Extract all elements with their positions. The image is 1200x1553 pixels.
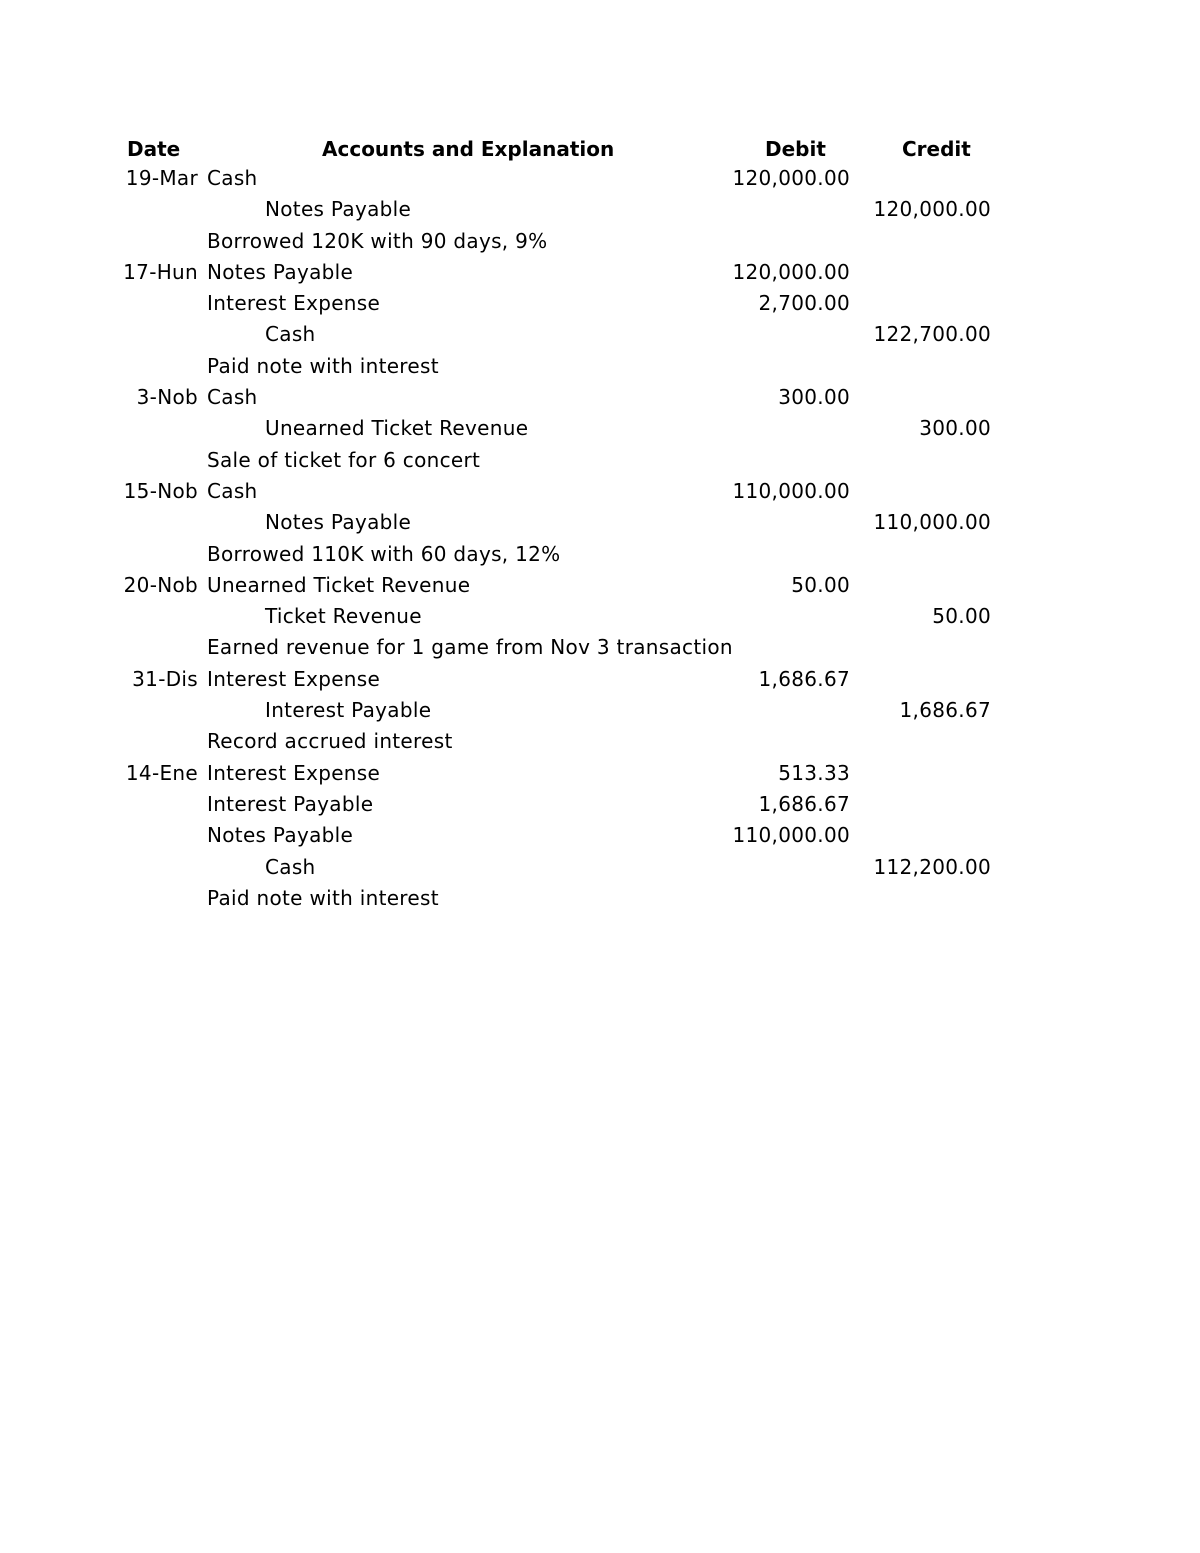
row-credit: 1,686.67 — [899, 698, 991, 723]
row-account: Borrowed 110K with 60 days, 12% — [207, 541, 561, 566]
row-debit: 1,686.67 — [758, 791, 850, 816]
row-account: Cash — [265, 322, 316, 347]
table-row — [120, 195, 1000, 226]
table-header — [120, 134, 1000, 164]
row-account: Interest Expense — [207, 291, 381, 316]
date-column-header: Date — [127, 137, 181, 161]
row-debit: 110,000.00 — [732, 823, 850, 848]
row-account: Sale of ticket for 6 concert — [207, 447, 481, 472]
row-credit: 300.00 — [919, 416, 991, 441]
table-row — [120, 352, 1000, 383]
table-row — [120, 602, 1000, 633]
table-row — [120, 477, 1000, 508]
row-account: Interest Payable — [265, 698, 432, 723]
table-row — [120, 853, 1000, 884]
table-row — [120, 633, 1000, 664]
row-account: Notes Payable — [265, 510, 412, 535]
table-row — [120, 790, 1000, 821]
row-account: Cash — [265, 854, 316, 879]
table-row — [120, 665, 1000, 696]
row-account: Cash — [207, 385, 258, 410]
row-credit: 120,000.00 — [873, 197, 991, 222]
row-debit: 50.00 — [791, 572, 850, 597]
row-account: Record accrued interest — [207, 729, 453, 754]
table-row — [120, 884, 1000, 915]
row-credit: 110,000.00 — [873, 510, 991, 535]
table-row — [120, 696, 1000, 727]
row-date: 17-Hun — [123, 259, 198, 284]
row-account: Interest Expense — [207, 666, 381, 691]
table-row — [120, 446, 1000, 477]
row-debit: 513.33 — [778, 760, 850, 785]
table-row — [120, 508, 1000, 539]
row-credit: 112,200.00 — [873, 854, 991, 879]
table-row — [120, 821, 1000, 852]
row-date: 20-Nob — [123, 572, 198, 597]
row-credit: 50.00 — [932, 604, 991, 629]
row-account: Interest Payable — [207, 791, 374, 816]
credit-column-header: Credit — [902, 137, 971, 161]
row-account: Notes Payable — [207, 823, 354, 848]
table-row — [120, 759, 1000, 790]
row-credit: 122,700.00 — [873, 322, 991, 347]
row-date: 31-Dis — [132, 666, 198, 691]
row-account: Unearned Ticket Revenue — [265, 416, 529, 441]
table-row — [120, 540, 1000, 571]
row-account: Unearned Ticket Revenue — [207, 572, 471, 597]
row-date: 14-Ene — [125, 760, 198, 785]
row-date: 15-Nob — [123, 478, 198, 503]
debit-column-header: Debit — [765, 137, 826, 161]
row-account: Paid note with interest — [207, 885, 439, 910]
journal-rows — [120, 164, 1000, 915]
row-account: Cash — [207, 478, 258, 503]
row-date: 19-Mar — [125, 166, 198, 190]
row-date: 3-Nob — [136, 385, 198, 410]
table-row — [120, 320, 1000, 351]
table-row — [120, 289, 1000, 320]
table-row — [120, 258, 1000, 289]
row-account: Paid note with interest — [207, 353, 439, 378]
row-debit: 120,000.00 — [732, 166, 850, 190]
table-row — [120, 383, 1000, 414]
row-account: Ticket Revenue — [265, 604, 422, 629]
row-debit: 1,686.67 — [758, 666, 850, 691]
row-account: Earned revenue for 1 game from Nov 3 transaction — [207, 635, 733, 660]
table-row — [120, 414, 1000, 445]
row-debit: 2,700.00 — [758, 291, 850, 316]
row-debit: 300.00 — [778, 385, 850, 410]
table-row — [120, 227, 1000, 258]
row-account: Notes Payable — [207, 259, 354, 284]
row-account: Interest Expense — [207, 760, 381, 785]
row-account: Notes Payable — [265, 197, 412, 222]
accounts-column-header: Accounts and Explanation — [322, 137, 615, 161]
table-row — [120, 727, 1000, 758]
row-debit: 110,000.00 — [732, 478, 850, 503]
row-debit: 120,000.00 — [732, 259, 850, 284]
row-account: Borrowed 120K with 90 days, 9% — [207, 228, 548, 253]
journal-entries-table — [120, 134, 1000, 915]
table-row — [120, 571, 1000, 602]
table-row — [120, 164, 1000, 195]
row-account: Cash — [207, 166, 258, 190]
